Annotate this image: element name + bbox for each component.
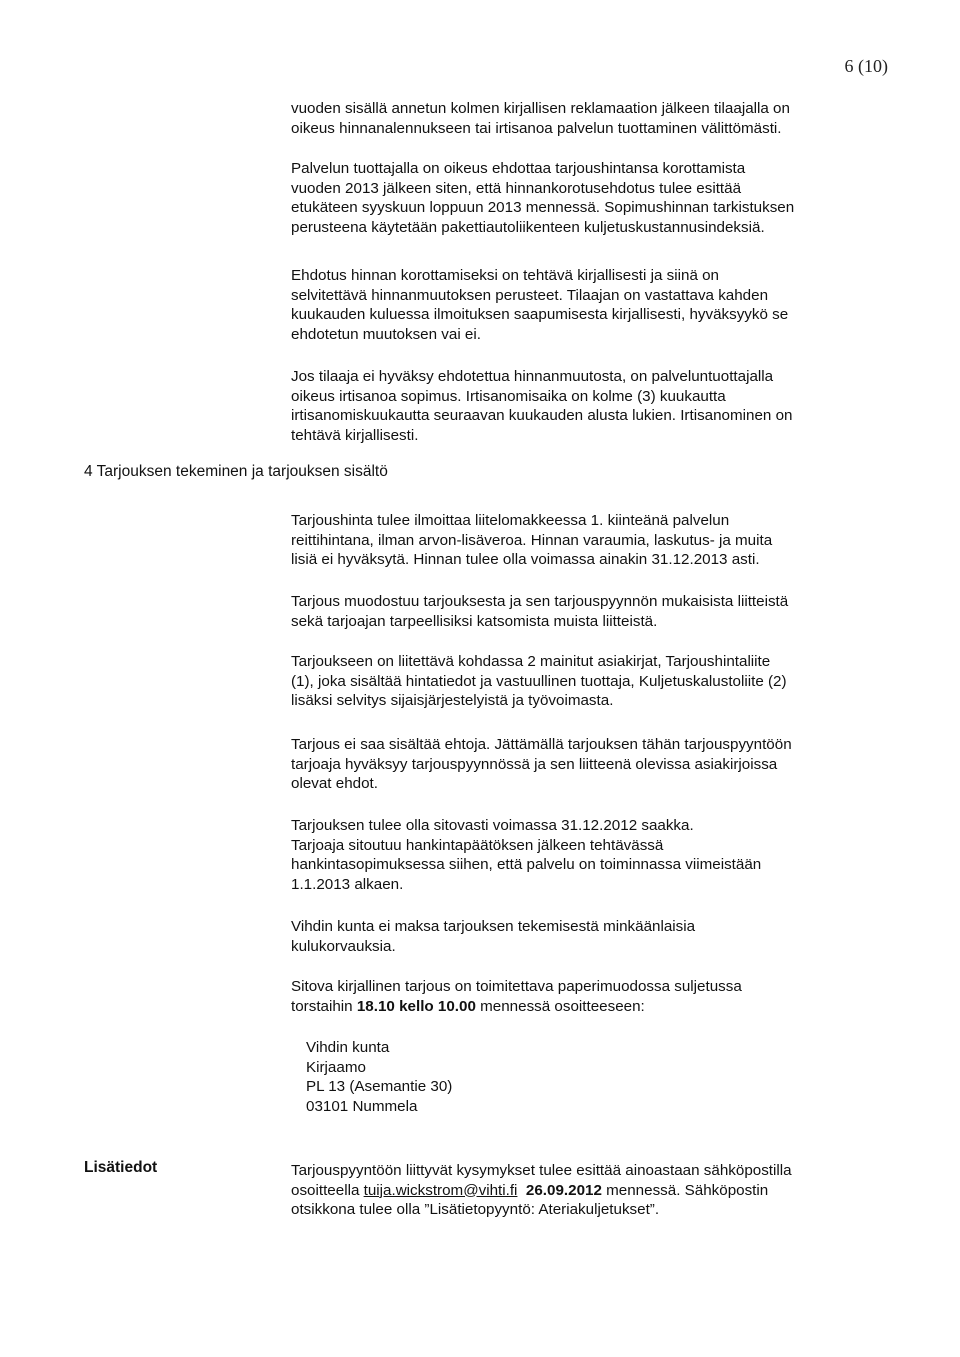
text-line: Tarjoukseen on liitettävä kohdassa 2 mainitut asiakirjat, Tarjoushintaliite — [291, 653, 771, 670]
paragraph-binding-offer — [291, 977, 901, 1016]
text-line: Vihdin kunta ei maksa tarjouksen tekemisestä minkäänlaisia — [291, 918, 696, 935]
text-line: oikeus hinnanalennukseen tai irtisanoa palvelun tuottaminen välittömästi. — [291, 119, 782, 137]
text-line: (1), joka sisältää hintatiedot ja vastuullinen tuottaja, Kuljetuskalustoliite (2) — [291, 672, 787, 690]
paragraph-termination — [291, 367, 901, 445]
address-dept: Kirjaamo — [306, 1058, 366, 1076]
text-line: Tarjoaja sitoutuu hankintapäätöksen jälkeen tehtävässä — [291, 836, 664, 854]
text-line: ehdotetun muutoksen vai ei. — [291, 325, 481, 343]
paragraph-price-proposal — [291, 266, 901, 344]
text-line: etukäteen syyskuun loppuun 2013 mennessä. Sopimushinnan tarkistuksen — [291, 199, 795, 216]
text-line: Ehdotus hinnan korottamiseksi on tehtävä kirjallisesti ja siinä on — [291, 267, 720, 284]
text-line: Tarjouksen tulee olla sitovasti voimassa 31.12.2012 saakka. — [291, 817, 694, 834]
paragraph-attachments — [291, 652, 901, 711]
text-line: Tarjoushinta tulee ilmoittaa liitelomakkeessa 1. kiinteänä palvelun — [291, 512, 730, 529]
address-box: PL 13 (Asemantie 30) — [306, 1078, 453, 1095]
text-line: tarjoaja hyväksyy tarjouspyynnössä ja sen liitteenä olevissa asiakirjoissa — [291, 755, 778, 773]
date-bold: 26.09.2012 — [525, 1181, 602, 1199]
text-line: lisiä ei hyväksytä. Hinnan tulee olla voimassa ainakin 31.12.2013 asti. — [291, 551, 760, 568]
text-line: oikeus irtisanoa sopimus. Irtisanomisaika on kolme (3) kuukautta — [291, 387, 726, 405]
text-line: Jos tilaaja ei hyväksy ehdotettua hinnanmuutosta, on palveluntuottajalla — [291, 368, 774, 385]
text-line: sekä tarjoajan tarpeellisiksi katsomista muista liitteistä. — [291, 612, 658, 630]
text-line: 1.1.2013 alkaen. — [291, 875, 404, 893]
text-line: tehtävä kirjallisesti. — [291, 426, 419, 444]
address-postal: 03101 Nummela — [306, 1097, 418, 1115]
page-number: 6 (10) — [844, 56, 888, 76]
address-name: Vihdin kunta — [306, 1039, 390, 1056]
text-line: vuoden 2013 jälkeen siten, että hinnankorotusehdotus tulee esittää — [291, 179, 742, 197]
paragraph-offer-price — [291, 511, 901, 570]
text-line: olevat ehdot. — [291, 775, 378, 792]
paragraph-no-compensation — [291, 917, 901, 956]
text-line: kulukorvauksia. — [291, 937, 396, 955]
text-line: irtisanomiskuukautta seuraavan kuukauden alusta lukien. Irtisanominen on — [291, 407, 793, 424]
deadline-bold: 18.10 kello 10.00 — [356, 997, 476, 1015]
section-heading: 4 Tarjouksen tekeminen ja tarjouksen sisältö — [84, 463, 388, 480]
text-line: selvitettävä hinnanmuutoksen perusteet. Tilaajan on vastattava kahden — [291, 286, 769, 304]
text-fragment: torstaihin — [291, 997, 357, 1015]
text-line: hankintasopimuksessa siihen, että palvelu on toiminnassa viimeistään — [291, 856, 762, 873]
paragraph-offer-composition — [291, 592, 901, 631]
paragraph-price-increase — [291, 159, 901, 237]
paragraph-validity — [291, 816, 901, 894]
text-line: perusteena käytetään pakettiautoliikenteen kuljetuskustannusindeksiä. — [291, 218, 765, 236]
text-line: Tarjouspyyntöön liittyvät kysymykset tulee esittää ainoastaan sähköpostilla — [291, 1162, 792, 1179]
text-line: Tarjous muodostuu tarjouksesta ja sen tarjouspyynnön mukaisista liitteistä — [291, 593, 789, 610]
text-line: reittihintana, ilman arvon-lisäveroa. Hinnan varaumia, laskutus- ja muita — [291, 531, 773, 549]
text-fragment: mennessä. Sähköpostin — [601, 1181, 769, 1199]
text-fragment: mennessä osoitteeseen: — [475, 997, 645, 1015]
text-line: kuukauden kuluessa ilmoituksen saapumisesta kirjallisesti, hyväksyykö se — [291, 306, 789, 323]
text-line: lisäksi selvitys sijaisjärjestelyistä ja työvoimasta. — [291, 692, 614, 709]
text-line: vuoden sisällä annetun kolmen kirjallisen reklamaation jälkeen tilaajalla on — [291, 100, 790, 117]
email-link[interactable]: tuija.wickstrom@vihti.fi — [363, 1181, 518, 1199]
lisatiedot-heading: Lisätiedot — [84, 1159, 158, 1176]
paragraph-conditions — [291, 735, 901, 794]
text-line: Tarjous ei saa sisältää ehtoja. Jättämällä tarjouksen tähän tarjouspyyntöön — [291, 736, 792, 753]
paragraph-lisatiedot — [291, 1161, 901, 1220]
text-line — [291, 997, 901, 1017]
text-line: Sitova kirjallinen tarjous on toimitettava paperimuodossa suljetussa — [291, 978, 742, 995]
delivery-address — [306, 1038, 452, 1116]
paragraph-reclamation — [291, 99, 901, 138]
text-line — [291, 1181, 901, 1201]
text-fragment: osoitteella — [291, 1181, 364, 1199]
text-line: Palvelun tuottajalla on oikeus ehdottaa tarjoushintansa korottamista — [291, 160, 746, 177]
text-line: otsikkona tulee olla ”Lisätietopyyntö: Ateriakuljetukset”. — [291, 1201, 660, 1218]
